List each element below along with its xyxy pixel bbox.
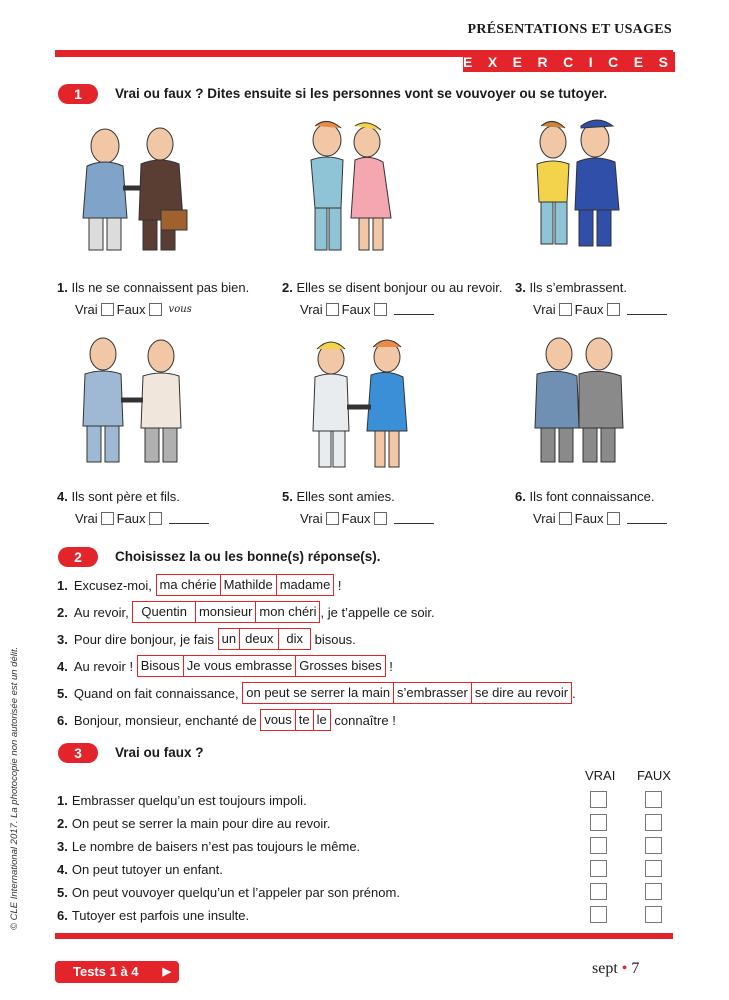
- option[interactable]: madame: [276, 574, 335, 596]
- ex3-item-1-vrai-checkbox[interactable]: [590, 791, 607, 808]
- exercise-3-badge: 3: [58, 743, 98, 763]
- faux-checkbox[interactable]: [374, 303, 387, 316]
- ex3-item-4: 4. On peut tutoyer un enfant.: [57, 862, 223, 877]
- ex3-item-2: 2. On peut se serrer la main pour dire au revoir.: [57, 816, 331, 831]
- ex3-item-6-faux-checkbox[interactable]: [645, 906, 662, 923]
- vrai-checkbox[interactable]: [101, 303, 114, 316]
- women-handshake-illustration: [295, 335, 425, 475]
- exercices-banner: EXERCICES: [463, 54, 684, 70]
- ex3-item-4-faux-checkbox[interactable]: [645, 860, 662, 877]
- option[interactable]: Bisous: [137, 655, 184, 677]
- false-label: Faux: [116, 511, 146, 526]
- option[interactable]: Mathilde: [220, 574, 277, 596]
- vrai-checkbox[interactable]: [326, 512, 339, 525]
- answer-blank[interactable]: [394, 304, 434, 315]
- option[interactable]: se dire au revoir: [471, 682, 572, 704]
- ex3-item-3-faux-checkbox[interactable]: [645, 837, 662, 854]
- ex3-item-1: 1. Embrasser quelqu’un est toujours impoli.: [57, 793, 307, 808]
- play-arrow-icon: ▶: [162, 966, 171, 978]
- ex1-item-5-text: 5. Elles sont amies.: [282, 489, 395, 504]
- exercise-2-badge: 2: [58, 547, 98, 567]
- answer-blank[interactable]: [169, 513, 209, 524]
- faux-checkbox[interactable]: [149, 303, 162, 316]
- ex1-item-1-text: 1. Ils ne se connaissent pas bien.: [57, 280, 250, 295]
- faux-checkbox[interactable]: [607, 303, 620, 316]
- ex3-item-6-vrai-checkbox[interactable]: [590, 906, 607, 923]
- exercise-1-badge: 1: [58, 84, 98, 104]
- ex2-item-5: 5. Quand on fait connaissance, on peut se serrer la main s’embrasser se dire au revoir .: [57, 682, 576, 704]
- option[interactable]: s’embrasser: [393, 682, 472, 704]
- answer-blank[interactable]: [627, 513, 667, 524]
- false-label: Faux: [574, 511, 604, 526]
- handwritten-answer: vous: [168, 304, 192, 315]
- exercise-1-instruction: Vrai ou faux ? Dites ensuite si les personnes vont se vouvoyer ou se tutoyer.: [115, 86, 608, 101]
- ex3-item-3: 3. Le nombre de baisers n’est pas toujours le même.: [57, 839, 361, 854]
- true-label: Vrai: [300, 302, 323, 317]
- ex1-item-5-answer-line: [300, 511, 434, 526]
- bullet-icon: •: [621, 960, 628, 977]
- two-women-kiss-cheek-illustration: [285, 118, 415, 258]
- exercise-2-instruction: Choisissez la ou les bonne(s) réponse(s).: [115, 549, 381, 564]
- ex2-item-1: 1. Excusez-moi, ma chérie Mathilde madame !: [57, 574, 342, 596]
- ex3-item-5-vrai-checkbox[interactable]: [590, 883, 607, 900]
- option[interactable]: deux: [239, 628, 279, 650]
- false-label: Faux: [341, 302, 371, 317]
- vrai-checkbox[interactable]: [326, 303, 339, 316]
- faux-checkbox[interactable]: [374, 512, 387, 525]
- option[interactable]: un: [218, 628, 240, 650]
- ex1-item-1-answer-line: [75, 302, 192, 317]
- column-header-vrai: VRAI: [585, 768, 616, 783]
- true-label: Vrai: [300, 511, 323, 526]
- ex1-item-6-text: 6. Ils font connaissance.: [515, 489, 655, 504]
- running-title: PRÉSENTATIONS ET USAGES: [467, 22, 672, 37]
- true-label: Vrai: [533, 511, 556, 526]
- option[interactable]: vous: [260, 709, 295, 731]
- ex1-item-4-answer-line: [75, 511, 209, 526]
- tests-link-label: Tests 1 à 4: [73, 964, 139, 979]
- ex3-item-5-faux-checkbox[interactable]: [645, 883, 662, 900]
- ex2-item-2: 2. Au revoir, Quentin monsieur mon chéri , je t’appelle ce soir.: [57, 601, 435, 623]
- option[interactable]: dix: [278, 628, 311, 650]
- false-label: Faux: [574, 302, 604, 317]
- true-label: Vrai: [533, 302, 556, 317]
- copyright-notice: © CLE International 2017. La photocopie non autorisée est un délit.: [9, 646, 20, 930]
- ex3-item-2-faux-checkbox[interactable]: [645, 814, 662, 831]
- exercise-3-instruction: Vrai ou faux ?: [115, 745, 204, 760]
- ex3-item-5: 5. On peut vouvoyer quelqu’un et l’appeler par son prénom.: [57, 885, 400, 900]
- option[interactable]: le: [313, 709, 331, 731]
- tests-link-button[interactable]: [55, 961, 179, 983]
- false-label: Faux: [341, 511, 371, 526]
- ex1-item-4-text: 4. Ils sont père et fils.: [57, 489, 180, 504]
- vrai-checkbox[interactable]: [559, 303, 572, 316]
- bottom-rule: [55, 933, 673, 939]
- vrai-checkbox[interactable]: [101, 512, 114, 525]
- answer-blank[interactable]: [627, 304, 667, 315]
- ex3-item-1-faux-checkbox[interactable]: [645, 791, 662, 808]
- men-handshake-illustration: [65, 330, 195, 470]
- column-header-faux: FAUX: [637, 768, 671, 783]
- option[interactable]: mon chéri: [255, 601, 320, 623]
- ex1-item-2-text: 2. Elles se disent bonjour ou au revoir.: [282, 280, 503, 295]
- option[interactable]: Grosses bises: [295, 655, 385, 677]
- page-number: sept • 7: [592, 960, 640, 977]
- faux-checkbox[interactable]: [607, 512, 620, 525]
- ex2-item-3: 3. Pour dire bonjour, je fais un deux dix bisous.: [57, 628, 356, 650]
- ex3-item-4-vrai-checkbox[interactable]: [590, 860, 607, 877]
- true-label: Vrai: [75, 302, 98, 317]
- ex2-item-6: 6. Bonjour, monsieur, enchanté de vous te le connaître !: [57, 709, 396, 731]
- vrai-checkbox[interactable]: [559, 512, 572, 525]
- option[interactable]: Je vous embrasse: [183, 655, 297, 677]
- ex3-item-2-vrai-checkbox[interactable]: [590, 814, 607, 831]
- option[interactable]: on peut se serrer la main: [242, 682, 394, 704]
- ex3-item-3-vrai-checkbox[interactable]: [590, 837, 607, 854]
- two-men-embrace-illustration: [515, 328, 645, 468]
- ex1-item-3-text: 3. Ils s’embrassent.: [515, 280, 628, 295]
- ex1-item-6-answer-line: [533, 511, 667, 526]
- true-label: Vrai: [75, 511, 98, 526]
- two-businessmen-handshake-illustration: [65, 118, 195, 258]
- answer-blank[interactable]: [394, 513, 434, 524]
- ex1-item-3-answer-line: [533, 302, 667, 317]
- false-label: Faux: [116, 302, 146, 317]
- faux-checkbox[interactable]: [149, 512, 162, 525]
- ex2-item-4: 4. Au revoir ! Bisous Je vous embrasse Grosses bises !: [57, 655, 393, 677]
- option[interactable]: ma chérie: [156, 574, 221, 596]
- option[interactable]: monsieur: [195, 601, 256, 623]
- ex3-item-6: 6. Tutoyer est parfois une insulte.: [57, 908, 250, 923]
- ex1-item-2-answer-line: [300, 302, 434, 317]
- option[interactable]: Quentin: [132, 601, 196, 623]
- girl-kisses-boy-cheek-illustration: [515, 112, 645, 252]
- option[interactable]: te: [295, 709, 314, 731]
